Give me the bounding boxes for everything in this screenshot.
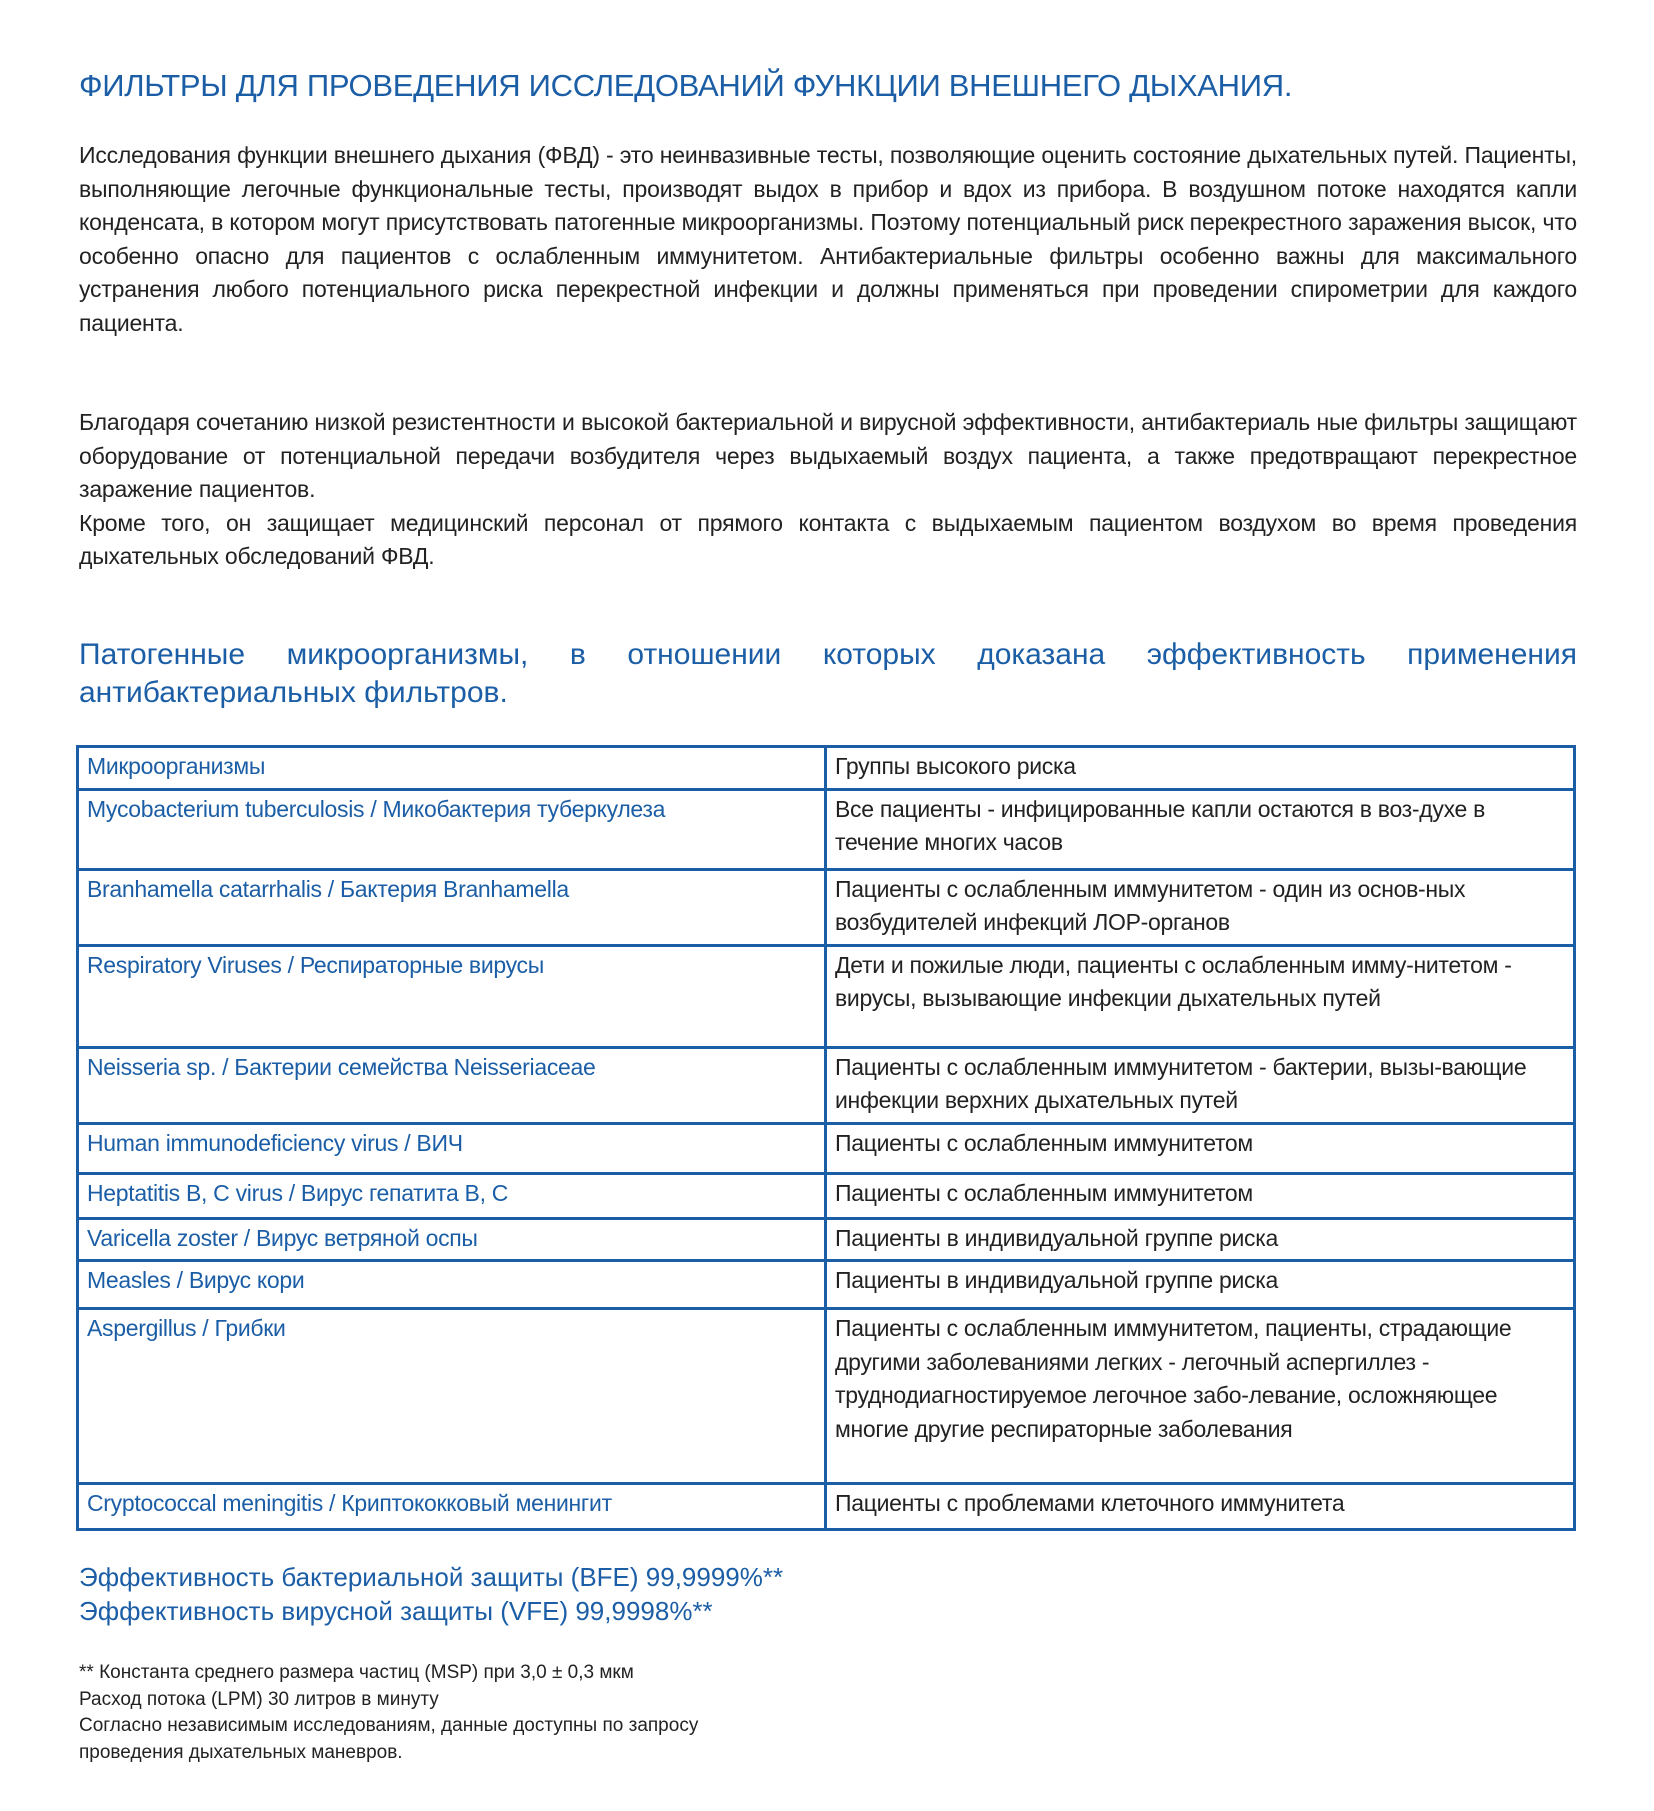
risk-group-cell: Пациенты в индивидуальной группе риска <box>826 1218 1575 1261</box>
footnote: Расход потока (LPM) 30 литров в минуту <box>79 1688 439 1710</box>
section-heading: Патогенные микроорганизмы, в отношении которых доказана эффективность применения антибактериальных фильтров. <box>79 638 1577 709</box>
microorganism-cell: Mycobacterium tuberculosis / Микобактерия туберкулеза <box>78 789 826 869</box>
microorganism-cell: Respiratory Viruses / Респираторные вирусы <box>78 945 826 1047</box>
footnote: проведения дыхательных маневров. <box>79 1741 403 1763</box>
microorganism-cell: Heptatitis B, C virus / Вирус гепатита B, C <box>78 1173 826 1218</box>
table-row <box>78 1218 1575 1261</box>
microorganism-cell: Varicella zoster / Вирус ветряной оспы <box>78 1218 826 1261</box>
microorganism-cell: Measles / Вирус кори <box>78 1261 826 1309</box>
bfe-line: Эффективность бактериальной защиты (BFE) 99,9999%** <box>79 1562 784 1592</box>
microorganism-cell: Cryptococcal meningitis / Криптококковый менингит <box>78 1484 826 1530</box>
efficiency-block <box>79 1560 1577 1628</box>
table-row <box>78 1047 1575 1123</box>
table-row <box>78 1123 1575 1173</box>
table-row <box>78 789 1575 869</box>
risk-group-cell: Пациенты с ослабленным иммунитетом <box>826 1123 1575 1173</box>
risk-group-cell: Все пациенты - инфицированные капли остаются в воз-духе в течение многих часов <box>826 789 1575 869</box>
table-row <box>78 1484 1575 1530</box>
microorganism-cell: Branhamella catarrhalis / Бактерия Branhamella <box>78 869 826 945</box>
table-row <box>78 1173 1575 1218</box>
staff-protection-paragraph: Кроме того, он защищает медицинский персонал от прямого контакта с выдыхаемым пациентом воздухом во время проведения дыхательных обследований ФВД. <box>79 509 1577 569</box>
microorganism-cell: Neisseria sp. / Бактерии семейства Neisseriaceae <box>78 1047 826 1123</box>
benefits-section <box>79 406 1577 574</box>
table-row <box>78 1261 1575 1309</box>
microorganism-cell: Aspergillus / Грибки <box>78 1309 826 1484</box>
microorganism-cell: Human immunodeficiency virus / ВИЧ <box>78 1123 826 1173</box>
table-row <box>78 1309 1575 1484</box>
risk-group-cell: Пациенты с ослабленным иммунитетом - один из основ-ных возбудителей инфекций ЛОР-органов <box>826 869 1575 945</box>
microorganisms-table <box>76 745 1576 1531</box>
risk-group-cell: Пациенты с проблемами клеточного иммунитета <box>826 1484 1575 1530</box>
footnote: Согласно независимым исследованиям, данные доступны по запросу <box>79 1715 699 1737</box>
table-row <box>78 945 1575 1047</box>
header-microorganisms: Микроорганизмы <box>78 747 826 790</box>
header-risk-groups: Группы высокого риска <box>826 747 1575 790</box>
risk-group-cell: Пациенты в индивидуальной группе риска <box>826 1261 1575 1309</box>
benefits-paragraph: Благодаря сочетанию низкой резистентности и высокой бактериальной и вирусной эффективности, антибактериаль ные фильтры защищают оборудование от потенциальной передачи возбудителя через выдыхаемый воздух пациента, а также предотвращают перекрестное заражение пациентов. <box>79 409 1577 502</box>
footnote: ** Константа среднего размера частиц (MSP) при 3,0 ± 0,3 мкм <box>79 1662 634 1683</box>
table-row <box>78 869 1575 945</box>
table-header-row <box>78 747 1575 790</box>
risk-group-cell: Пациенты с ослабленным иммунитетом, пациенты, страдающие другими заболеваниями легких - легочный аспергиллез - труднодиагностируемое легочное забо-левание, осложняющее многие другие респираторные заболевания <box>826 1309 1575 1484</box>
vfe-line: Эффективность вирусной защиты (VFE) 99,9998%** <box>79 1596 713 1626</box>
risk-group-cell: Пациенты с ослабленным иммунитетом <box>826 1173 1575 1218</box>
intro-paragraph: Исследования функции внешнего дыхания (ФВД) - это неинвазивные тесты, позволяющие оценить состояние дыхательных путей. Пациенты, выполняющие легочные функциональные тесты, производят выдох в прибор и вдох из прибора. В воздушном потоке находятся капли конденсата, в котором могут присутствовать патогенные микроорганизмы. Поэтому потенциальный риск перекрестного заражения высок, что особенно опасно для пациентов с ослабленным иммунитетом. Антибактериальные фильтры особенно важны для максимального устранения любого потенциального риска перекрестной инфекции и должны применяться при проведении спирометрии для каждого пациента. <box>79 142 1577 336</box>
footnotes <box>79 1660 1577 1766</box>
risk-group-cell: Дети и пожилые люди, пациенты с ослабленным имму-нитетом - вирусы, вызывающие инфекции дыхательных путей <box>826 945 1575 1047</box>
risk-group-cell: Пациенты с ослабленным иммунитетом - бактерии, вызы-вающие инфекции верхних дыхательных путей <box>826 1047 1575 1123</box>
page-title: ФИЛЬТРЫ ДЛЯ ПРОВЕДЕНИЯ ИССЛЕДОВАНИЙ ФУНКЦИИ ВНЕШНЕГО ДЫХАНИЯ. <box>79 68 1293 103</box>
